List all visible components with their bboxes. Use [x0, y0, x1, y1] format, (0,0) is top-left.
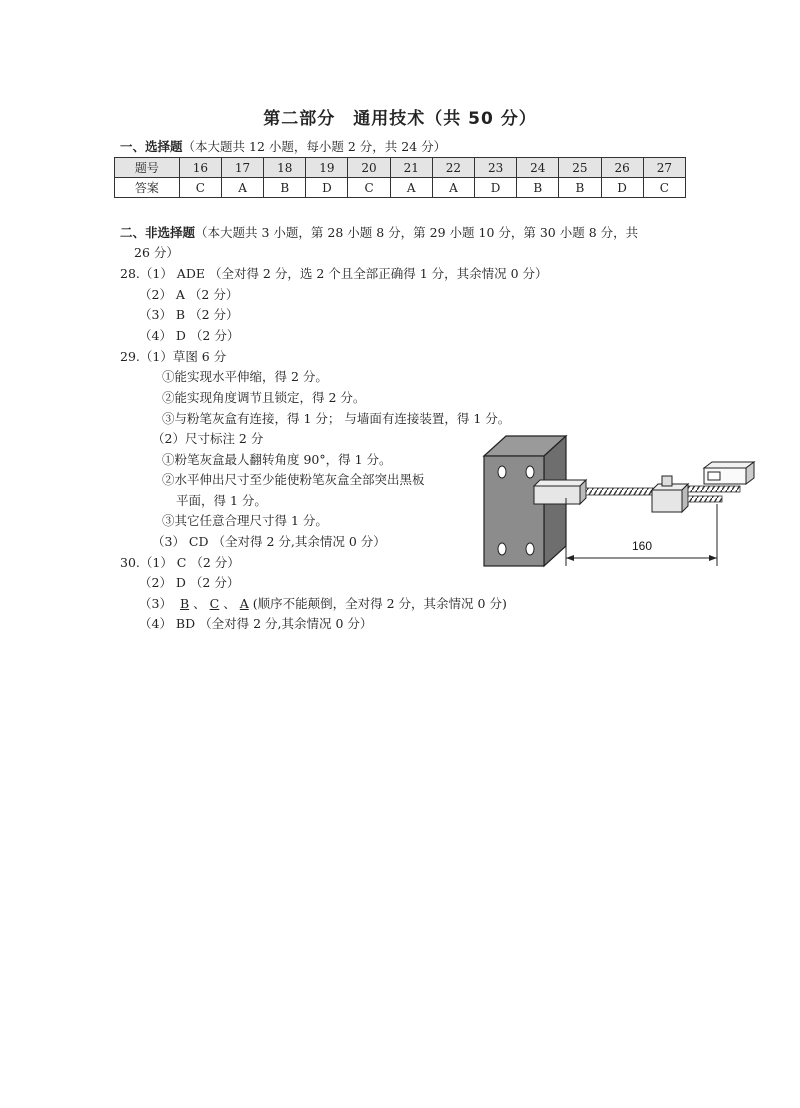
answer-table-answer-row [115, 178, 686, 198]
question-number-cell: 24 [517, 158, 559, 178]
q30-line4: （4） BD （全对得 2 分,其余情况 0 分） [139, 616, 373, 631]
arm-block [534, 480, 586, 504]
answer-cell: D [306, 178, 348, 198]
question-number-cell: 16 [179, 158, 221, 178]
bracket-sketch-figure [482, 426, 782, 576]
q30-line3 [139, 594, 507, 612]
dimension-arrow-left [566, 555, 574, 561]
question-number-cell: 21 [390, 158, 432, 178]
section2-note-cont: 26 分） [134, 245, 179, 260]
answer-cell: B [517, 178, 559, 198]
answer-cell: C [348, 178, 390, 198]
q29-line2: ①能实现水平伸缩，得 2 分。 [162, 369, 328, 384]
question-number-cell: 26 [601, 158, 643, 178]
q30-blank-3: A [239, 596, 249, 611]
answer-cell: D [601, 178, 643, 198]
q29-line8: 平面，得 1 分。 [176, 493, 267, 508]
answer-table-number-row [115, 158, 686, 178]
question-number-cell: 19 [306, 158, 348, 178]
q29-line5: （2）尺寸标注 2 分 [152, 431, 264, 446]
q30-line2: （2） D （2 分） [139, 575, 240, 590]
q29-line4: ③与粉笔灰盒有连接，得 1 分； 与墙面有连接装置，得 1 分。 [162, 411, 511, 426]
question-number-cell: 18 [264, 158, 306, 178]
section2-note: （本大题共 3 小题，第 28 小题 8 分，第 29 小题 10 分，第 30 小题 8 分，共 [195, 225, 639, 240]
question-number-cell: 23 [475, 158, 517, 178]
q30-blank-2: C [209, 596, 220, 611]
section2-heading-line [120, 223, 638, 241]
q30-sep-1: 、 [193, 596, 206, 611]
q29-line10: （3） CD （全对得 2 分,其余情况 0 分） [152, 534, 386, 549]
slider-block [652, 476, 688, 512]
row-label-number: 题号 [115, 158, 180, 178]
section1-heading-line [120, 137, 446, 155]
q28-line4: （4） D （2 分） [139, 328, 240, 343]
q29-line1: 29.（1）草图 6 分 [120, 349, 227, 364]
dimension-label: 160 [631, 539, 653, 553]
answer-cell: C [643, 178, 685, 198]
section1-heading: 一、选择题 [120, 139, 183, 154]
chalk-box [704, 462, 754, 484]
question-number-cell: 20 [348, 158, 390, 178]
q28-line2: （2） A （2 分） [139, 287, 239, 302]
row-label-answer: 答案 [115, 178, 180, 198]
section2-heading: 二、非选择题 [120, 225, 196, 240]
section1-note: （本大题共 12 小题，每小题 2 分，共 24 分） [182, 139, 447, 154]
answer-table [114, 157, 686, 198]
answer-cell: C [179, 178, 221, 198]
threaded-rod [586, 488, 656, 495]
q29-line7: ②水平伸出尺寸至少能使粉笔灰盒全部突出黑板 [162, 472, 425, 487]
q30-sep-2: 、 [223, 596, 236, 611]
answer-cell: A [432, 178, 474, 198]
q28-line3: （3） B （2 分） [139, 307, 239, 322]
answer-cell: D [475, 178, 517, 198]
q29-line9: ③其它任意合理尺寸得 1 分。 [162, 513, 328, 528]
answer-cell: B [559, 178, 601, 198]
q30-blank-1: B [179, 596, 190, 611]
answer-cell: B [264, 178, 306, 198]
q30-line3-prefix: （3） [139, 596, 172, 611]
q30-line3-suffix: (顺序不能颠倒，全对得 2 分，其余情况 0 分) [252, 596, 507, 611]
dimension-arrow-right [709, 555, 717, 561]
question-number-cell: 17 [221, 158, 263, 178]
q29-line3: ②能实现角度调节且锁定，得 2 分。 [162, 390, 366, 405]
q28-line1: 28.（1） ADE （全对得 2 分，选 2 个且全部正确得 1 分，其余情况 0 分） [120, 266, 548, 281]
upper-rod [688, 486, 740, 492]
question-number-cell: 22 [432, 158, 474, 178]
answer-cell: A [221, 178, 263, 198]
answer-cell: A [390, 178, 432, 198]
q29-line6: ①粉笔灰盒最人翻转角度 90°，得 1 分。 [162, 452, 392, 467]
question-number-cell: 27 [643, 158, 685, 178]
page-title: 第二部分 通用技术（共 50 分） [263, 109, 537, 129]
lower-rod [688, 496, 722, 502]
question-number-cell: 25 [559, 158, 601, 178]
q30-line1: 30.（1） C （2 分） [120, 555, 240, 570]
